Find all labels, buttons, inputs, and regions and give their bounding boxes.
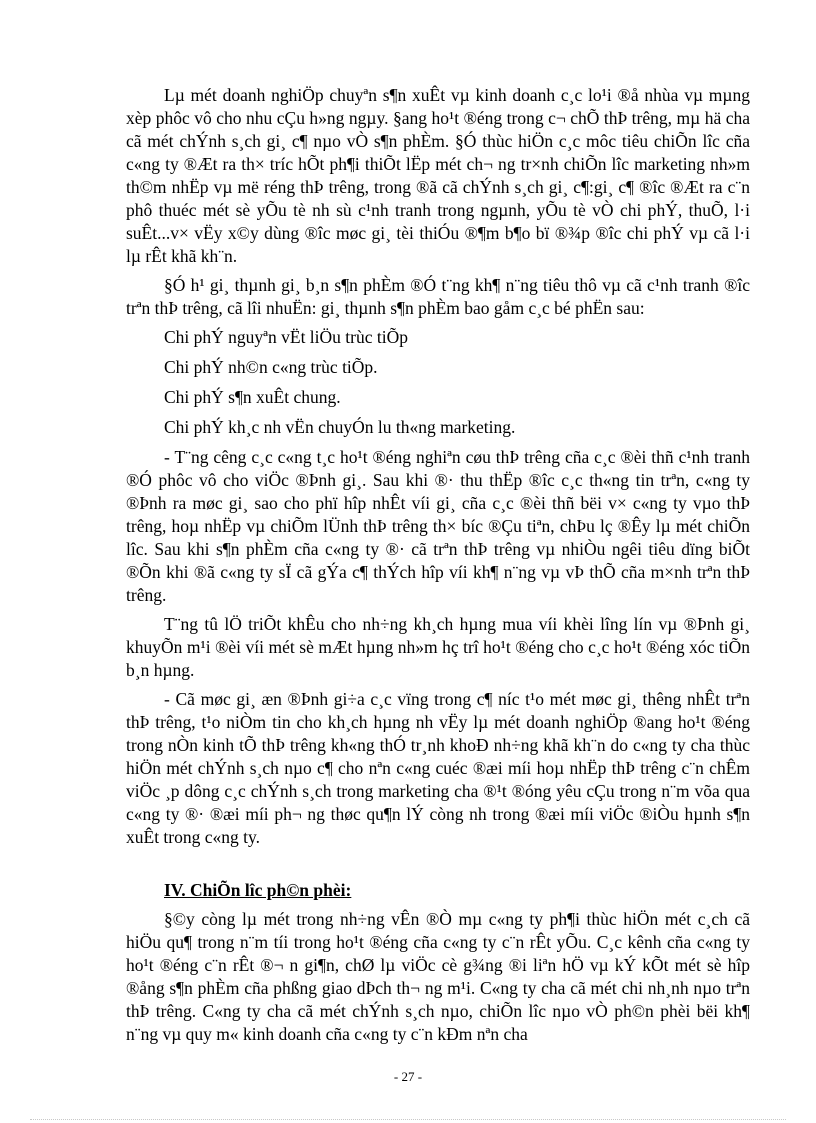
paragraph-discounts: T¨ng tû lÖ triÕt khÊu cho nh÷ng kh¸ch hµng mua víi khèi lîng lín vµ ®Þnh gi¸ khuyÕn m¹i ®èi víi mét sè mÆt hµng nh»m hç trî ho¹t ®éng cho c¸c ho¹t ®éng xóc tiÕn b¸n hµng.	[126, 614, 750, 680]
cost-item-labor: Chi phÝ nh©n c«ng trùc tiÕp.	[164, 357, 378, 377]
paragraph-price-stability: - Cã møc gi¸ æn ®Þnh gi÷a c¸c vïng trong c¶ níc t¹o mét møc gi¸ thêng nhÊt trªn thÞ trêng, t¹o niÒm tin cho kh¸ch hµng nh vËy lµ mét doanh nghiÖp ®ang ho¹t ®éng trong nÒn kinh tÕ thÞ trêng kh«ng thÓ tr¸nh khoÐ nh÷ng khã kh¨n do c«ng ty cha thùc hiÖn mét chÝnh s¸ch nµo c¶ cho nªn c«ng cuéc ®æi míi hoµ nhËp thÞ trêng c¨n chÊm viÖc ¸p dông c¸c chÝnh s¸ch trong marketing cha ®¹t ®óng yêu cÇu trong n¨m võa qua c«ng ty ®· ®æi míi ph¬ ng thøc qu¶n lÝ còng nh trong ®æi míi viÖc ®iÒu hµnh s¶n xuÊt trong c«ng ty.	[126, 689, 750, 847]
paragraph-company-intro: Lµ mét doanh nghiÖp chuyªn s¶n xuÊt vµ kinh doanh c¸c lo¹i ®å nhùa vµ mµng xèp phôc vô cho nhu cÇu h»ng ngµy. §ang ho¹t ®éng trong c¬ chÕ thÞ trêng, mµ hä cha cã mét chÝnh s¸ch gi¸ c¶ nµo vÒ s¶n phÈm. §Ó thùc hiÖn c¸c môc tiêu chiÕn lîc cña c«ng ty ®Æt ra th× tríc hÕt ph¶i thiÕt lËp mét ch¬ ng tr×nh chiÕn lîc marketing nh»m th©m nhËp vµ më réng thÞ trêng, trong ®ã cã chÝnh s¸ch gi¸ c¶:gi¸ c¶ ®îc ®Æt ra c¨n phô thuéc mét sè yÕu tè nh sù c¹nh tranh trong ngµnh, yÕu tè vÒ chi phÝ, thuÕ, l·i suÊt...v× vËy x©y dùng ®îc møc gi¸ tèi thiÓu ®¶m b¶o bï ®¾p ®îc chi phÝ vµ cã l·i lµ rÊt khã kh¨n.	[126, 85, 750, 266]
page-content	[126, 84, 750, 1052]
cost-item-materials: Chi phÝ nguyªn vËt liÖu trùc tiÕp	[164, 327, 408, 347]
section-heading-distribution: IV. ChiÕn lîc ph©n phèi:	[164, 880, 352, 900]
paragraph-cost-reduction: §Ó h¹ gi¸ thµnh gi¸ b¸n s¶n phÈm ®Ó t¨ng kh¶ n¨ng tiêu thô vµ cã c¹nh tranh ®îc trªn thÞ trêng, cã lîi nhuËn: gi¸ thµnh s¶n phÈm bao gåm c¸c bé phËn sau:	[126, 275, 750, 318]
paragraph-market-research: - T¨ng cêng c¸c c«ng t¸c ho¹t ®éng nghiªn cøu thÞ trêng cña c¸c ®èi thñ c¹nh tranh ®Ó phôc vô cho viÖc ®Þnh gi¸. Sau khi ®· thu thËp ®îc c¸c th«ng tin trªn, c«ng ty ®Þnh ra møc gi¸ sao cho phï hîp nhÊt víi gi¸ cña c¸c ®èi thñ bëi v× c«ng ty vµo thÞ trêng, hoµ nhËp vµ chiÕm lÜnh thÞ trêng th× bíc ®Çu tiªn, chÞu lç ®Êy lµ mét chiÕn lîc. Sau khi s¶n phÈm cña c«ng ty ®· cã trªn thÞ trêng vµ nhiÒu ngêi tiêu dïng biÕt ®Õn khi ®ã c«ng ty sÏ cã gÝa c¶ thÝch hîp víi kh¶ n¨ng vµ vÞ thÕ cña m×nh trªn thÞ trêng.	[126, 447, 750, 605]
paragraph-distribution: §©y còng lµ mét trong nh÷ng vÊn ®Ò mµ c«ng ty ph¶i thùc hiÖn mét c¸ch cã hiÖu qu¶ trong n¨m tíi trong ho¹t ®éng cña c«ng ty c¨n rÊt yÕu. C¸c kênh cña c«ng ty ho¹t ®éng c¨n rÊt ®¬ n gi¶n, chØ lµ viÖc cè g¾ng ®i liªn hÖ vµ kÝ kÕt mét sè hîp ®ång s¶n phÈm cña phßng giao dÞch th¬ ng m¹i. C«ng ty cha cã mét chi nh¸nh nµo trªn thÞ trêng. C«ng ty cha cã mét chÝnh s¸ch nµo, chiÕn lîc nµo vÒ ph©n phèi bëi kh¶ n¨ng vµ quy m« kinh doanh cña c«ng ty c¨n kÐm nªn cha	[126, 909, 750, 1044]
page-number: - 27 -	[393, 1069, 423, 1084]
page-bottom-divider	[30, 1119, 786, 1120]
cost-item-general: Chi phÝ s¶n xuÊt chung.	[164, 387, 341, 407]
cost-item-other: Chi phÝ kh¸c nh vËn chuyÓn lu th«ng marketing.	[164, 417, 516, 437]
